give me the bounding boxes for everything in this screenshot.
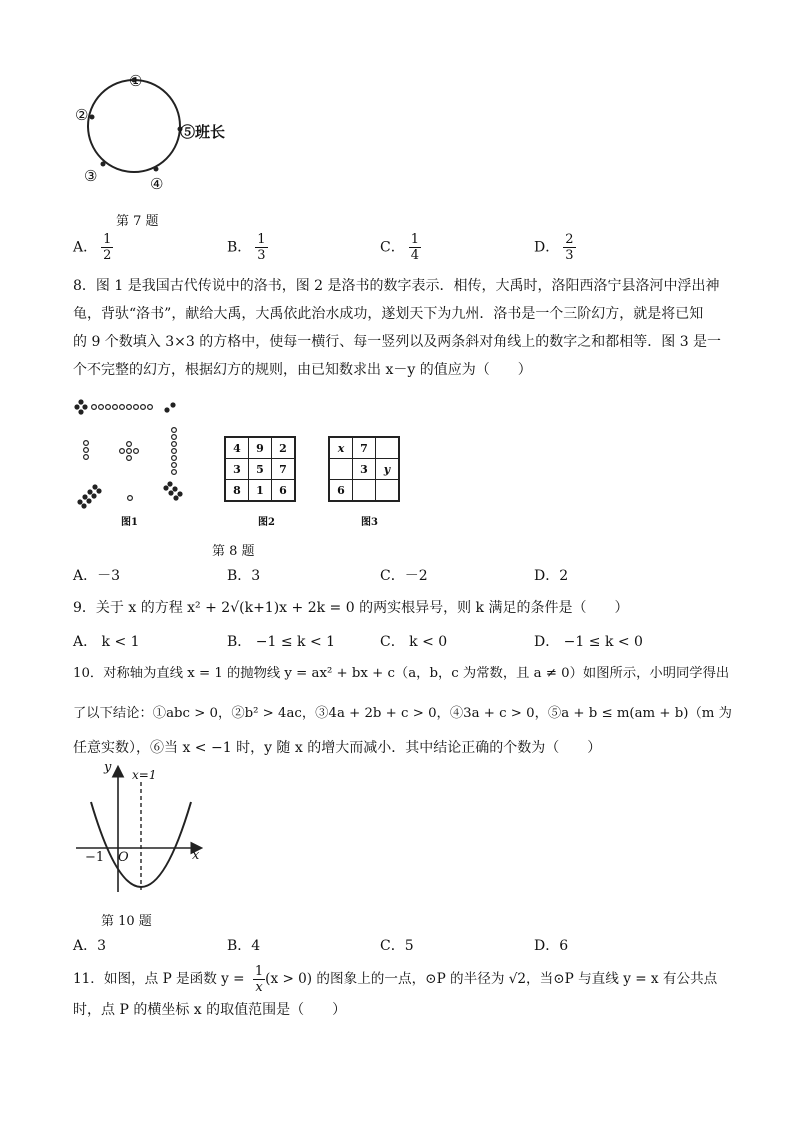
q7-caption: 第 7 题 — [116, 214, 159, 229]
q10-option-c[interactable]: C．5 — [380, 938, 414, 954]
fig2-cell: 6 — [272, 480, 296, 502]
q11-text-a: 11．如图，点 P 是函数 y = — [73, 971, 249, 987]
q8-stem-line-1: 8．图 1 是我国古代传说中的洛书，图 2 是洛书的数字表示．相传，大禹时，洛阳西洛宁县洛河中浮出神 — [73, 278, 720, 294]
fig3-cell — [376, 437, 400, 459]
q7-label-2: ② — [75, 106, 89, 124]
fig2-cell: 5 — [249, 459, 272, 480]
q11-stem-line-1 — [73, 964, 717, 995]
fig2-cell: 3 — [225, 459, 249, 480]
fig2-cell: 2 — [272, 437, 296, 459]
fig3-cell — [353, 480, 376, 502]
q10-caption: 第 10 题 — [101, 914, 152, 929]
q11-text-b: (x > 0) 的图象上的一点，⊙P 的半径为 √2，当⊙P 与直线 y = x 有公共点 — [265, 971, 718, 987]
q10-stem-line-1: 10．对称轴为直线 x = 1 的抛物线 y = ax² + bx + c（a，b，c 为常数，且 a ≠ 0）如图所示，小明同学得出 — [73, 666, 730, 681]
fig2-cell: 8 — [225, 480, 249, 502]
q8-fig3-label: 图3 — [361, 517, 378, 528]
fig3-cell: 3 — [353, 459, 376, 480]
fig2-cell: 9 — [249, 437, 272, 459]
q9-option-b[interactable]: B． −1 ≤ k < 1 — [227, 634, 336, 650]
q7-option-c[interactable]: C． $\frac{1}{4}$ — [380, 232, 419, 263]
q11-fraction: $\frac{1}{x}$ — [254, 964, 264, 995]
q9-option-d[interactable]: D． −1 ≤ k < 0 — [534, 634, 643, 650]
q10-option-b[interactable]: B．4 — [227, 938, 261, 954]
q8-fig2-grid — [224, 436, 296, 502]
q10-option-d[interactable]: D．6 — [534, 938, 569, 954]
q7-label-4: ④ — [150, 175, 164, 193]
q10-origin-label: O — [118, 850, 129, 865]
fig3-cell — [376, 480, 400, 502]
q9-stem: 9．关于 x 的方程 x² + 2√(k+1)x + 2k = 0 的两实根异号，则 k 满足的条件是（ ） — [73, 600, 629, 616]
fig3-cell — [329, 459, 353, 480]
q8-luoshu-figure — [72, 398, 202, 518]
q10-axis-label: x=1 — [132, 768, 157, 782]
q8-stem-line-4: 个不完整的幻方，根据幻方的规则，由已知数求出 x－y 的值应为（ ） — [73, 362, 532, 378]
q7-label-1: ① — [129, 72, 143, 90]
q7-label-5: ⑤班长 — [180, 123, 226, 141]
q10-stem-line-2: 了以下结论：①abc > 0，②b² > 4ac，③4a + 2b + c > 0，④3a + c > 0，⑤a + b ≤ m(am + b)（m 为 — [73, 706, 732, 721]
q8-option-d[interactable]: D．2 — [534, 568, 569, 584]
q10-neg1-label: −1 — [85, 850, 105, 865]
q7-option-d[interactable]: D． $\frac{2}{3}$ — [534, 232, 574, 263]
q8-option-b[interactable]: B．3 — [227, 568, 261, 584]
q7-option-a[interactable]: A． $\frac{1}{2}$ — [73, 232, 112, 263]
q8-caption: 第 8 题 — [212, 544, 255, 559]
fig2-cell: 7 — [272, 459, 296, 480]
fig2-cell: 1 — [249, 480, 272, 502]
q10-x-label: x — [192, 848, 200, 863]
q8-fig3-grid — [328, 436, 400, 502]
q11-stem-line-2: 时，点 P 的横坐标 x 的取值范围是（ ） — [73, 1002, 347, 1018]
q10-option-a[interactable]: A．3 — [73, 938, 107, 954]
fig3-cell: 7 — [353, 437, 376, 459]
q8-stem-line-2: 龟，背驮“洛书”，献给大禹，大禹依此治水成功，遂划天下为九州．洛书是一个三阶幻方，就是将已知 — [73, 306, 704, 322]
q8-fig1-label: 图1 — [121, 517, 138, 528]
q8-option-a[interactable]: A．－3 — [73, 568, 121, 584]
q8-stem-line-3: 的 9 个数填入 3×3 的方格中，使每一横行、每一竖列以及两条斜对角线上的数字之和都相等．图 3 是一 — [73, 334, 722, 350]
q10-stem-line-3: 任意实数），⑥当 x < −1 时，y 随 x 的增大而减小．其中结论正确的个数为（ ） — [73, 740, 602, 756]
fig2-cell: 4 — [225, 437, 249, 459]
q9-option-c[interactable]: C． k < 0 — [380, 634, 448, 650]
q8-fig2-label: 图2 — [258, 517, 275, 528]
fig3-cell: 6 — [329, 480, 353, 502]
q7-option-b[interactable]: B． $\frac{1}{3}$ — [227, 232, 266, 263]
q10-y-label: y — [104, 760, 112, 775]
q7-label-3: ③ — [84, 167, 98, 185]
fig3-cell: x — [329, 437, 353, 459]
q8-option-c[interactable]: C．－2 — [380, 568, 428, 584]
q9-option-a[interactable]: A． k < 1 — [73, 634, 140, 650]
fig3-cell: y — [376, 459, 400, 480]
